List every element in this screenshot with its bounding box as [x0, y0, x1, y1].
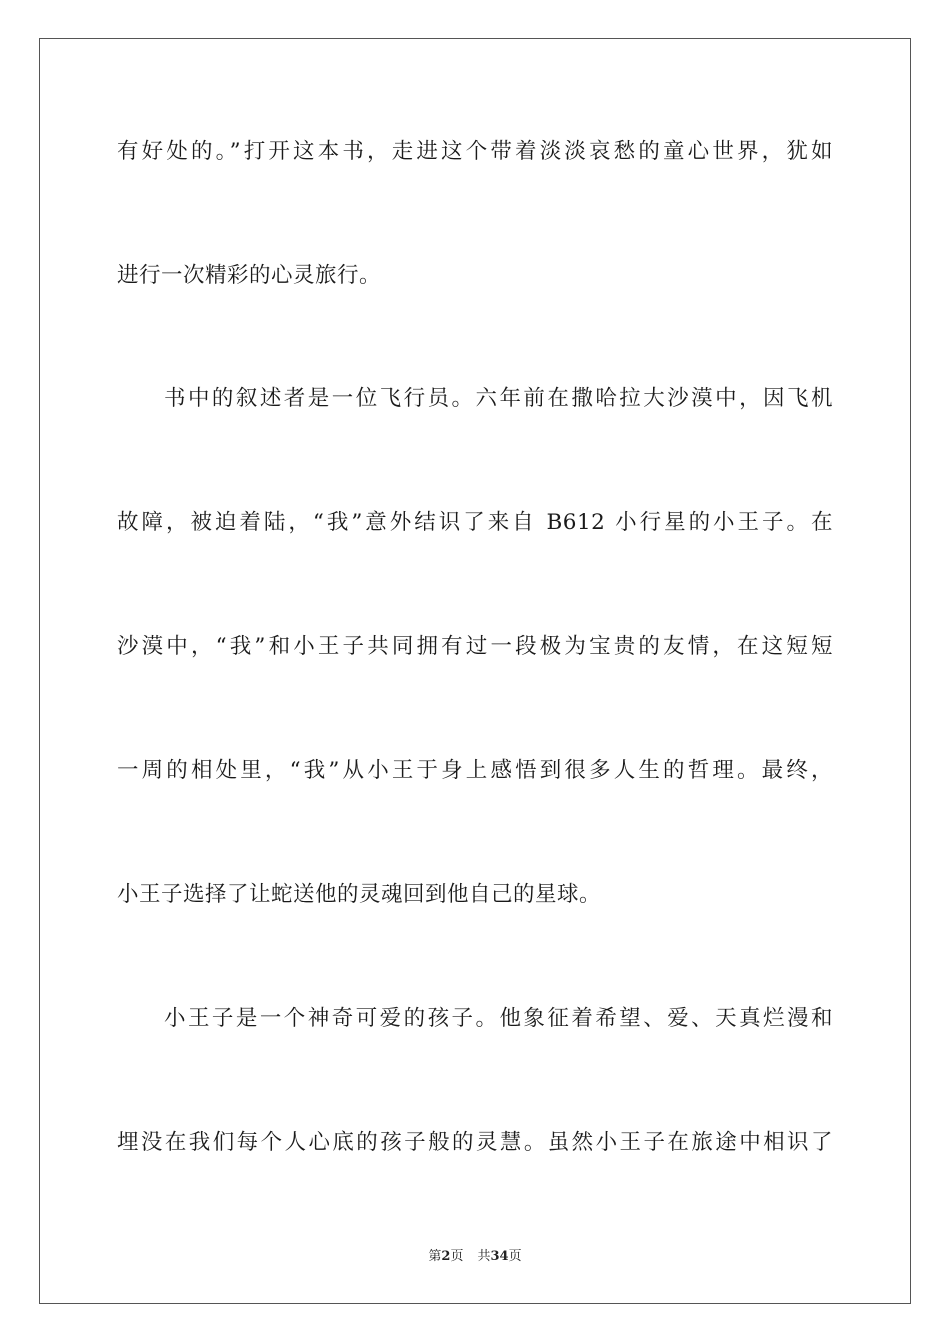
page-suffix: 页 [450, 1249, 464, 1264]
page-prefix: 第 [428, 1249, 442, 1264]
text-line-1: 有好处的。”打开这本书，走进这个带着淡淡哀愁的童心世界，犹如 [117, 139, 833, 164]
text-line-2: 进行一次精彩的心灵旅行。 [117, 263, 382, 288]
text-line-3: 书中的叙述者是一位飞行员。六年前在撒哈拉大沙漠中，因飞机 [164, 386, 833, 411]
total-prefix: 共 [477, 1249, 491, 1264]
text-line-5: 沙漠中，“我”和小王子共同拥有过一段极为宝贵的友情，在这短短 [117, 634, 833, 659]
page-number: 2 [441, 1249, 451, 1264]
page-frame [39, 38, 911, 1304]
text-line-9: 埋没在我们每个人心底的孩子般的灵慧。虽然小王子在旅途中相识了 [117, 1130, 833, 1155]
text-line-7: 小王子选择了让蛇送他的灵魂回到他自己的星球。 [117, 882, 602, 907]
total-suffix: 页 [508, 1249, 522, 1264]
page-footer [0, 1248, 950, 1266]
text-line-8: 小王子是一个神奇可爱的孩子。他象征着希望、爱、天真烂漫和 [164, 1006, 833, 1031]
total-pages: 34 [490, 1249, 509, 1264]
text-line-4: 故障，被迫着陆，“我”意外结识了来自 B612 小行星的小王子。在 [117, 510, 833, 535]
text-line-6: 一周的相处里，“我”从小王于身上感悟到很多人生的哲理。最终， [117, 758, 833, 783]
